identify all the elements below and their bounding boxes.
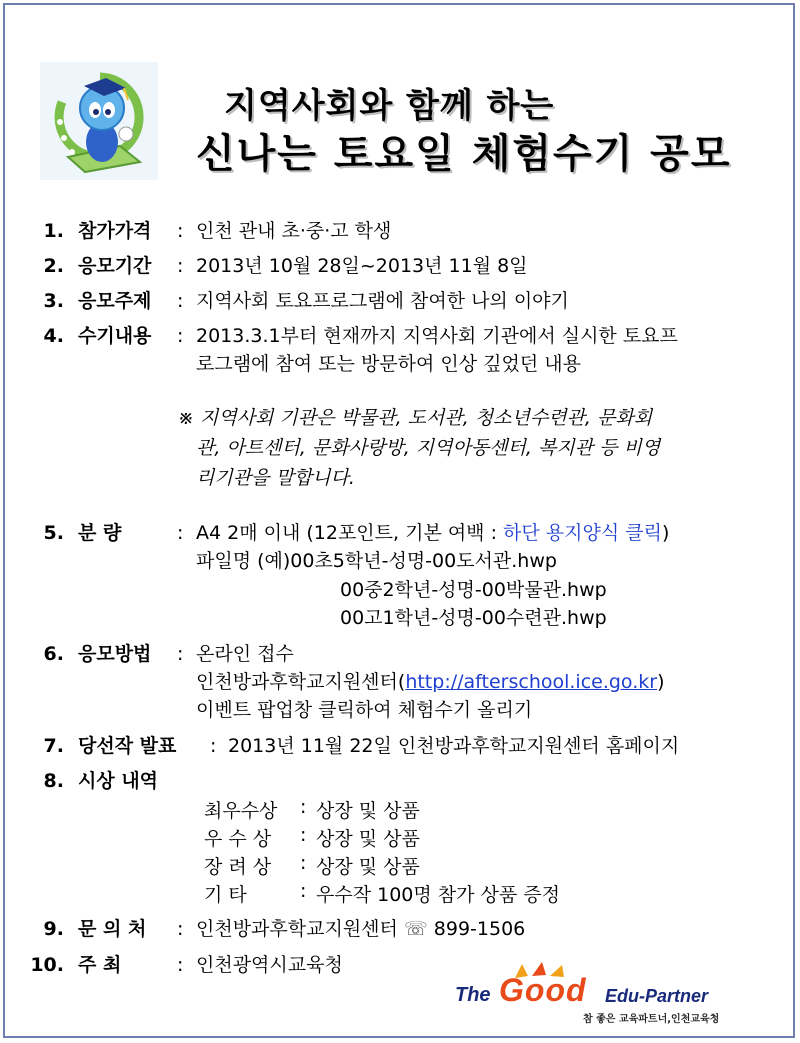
filename-text: 00중2학년-성명-00박물관.hwp: [340, 579, 607, 601]
item-label: 문 의 처: [78, 918, 147, 940]
item-value: 온라인 접수: [196, 643, 294, 665]
item-colon: :: [177, 954, 184, 976]
page-title-line1: 지역사회와 함께 하는: [224, 86, 555, 126]
logo-caption: 참 좋은 교육파트너,인천교육청: [583, 1014, 720, 1025]
prize-colon: :: [300, 796, 307, 818]
item-colon: :: [177, 643, 184, 665]
prize-name: 최우수상: [204, 800, 278, 822]
item-number: 9.: [43, 918, 64, 940]
item-label: 수기내용: [78, 325, 152, 347]
prize-colon: :: [300, 824, 307, 846]
item-value: 지역사회 토요프로그램에 참여한 나의 이야기: [196, 290, 569, 312]
item-number: 2.: [43, 255, 64, 277]
item-value: 2013년 11월 22일 인천방과후학교지원센터 홈페이지: [228, 735, 680, 757]
item-value: 2013.3.1부터 현재까지 지역사회 기관에서 실시한 토요프: [196, 325, 678, 347]
item-number: 1.: [43, 220, 64, 242]
length-close: ): [661, 522, 670, 544]
page-title-line2: 신나는 토요일 체험수기 공모: [196, 131, 732, 177]
prize-name: 장 려 상: [204, 856, 272, 878]
item-label: 주 최: [78, 954, 122, 976]
item-value-2: 로그램에 참여 또는 방문하여 인상 깊었던 내용: [196, 353, 581, 375]
note-line2: 관, 아트센터, 문화사랑방, 지역아동센터, 복지관 등 비영: [196, 437, 661, 459]
item-value: 2013년 10월 28일~2013년 11월 8일: [196, 255, 528, 277]
mascot-graduate-icon: [40, 62, 158, 180]
item-value: [196, 916, 525, 942]
contact-center: 인천방과후학교지원센터: [196, 918, 398, 940]
item-label: 시상 내역: [78, 770, 159, 792]
item-label: 응모방법: [78, 643, 152, 665]
item-value-3: 이벤트 팝업창 클릭하여 체험수기 올리기: [196, 699, 533, 721]
phone-icon: ☏: [403, 918, 428, 940]
prize-value: 상장 및 상품: [316, 828, 420, 850]
item-number: 7.: [43, 735, 64, 757]
prize-colon: :: [300, 852, 307, 874]
item-number: 10.: [30, 954, 64, 976]
good-edu-partner-logo: [455, 960, 755, 1025]
item-colon: :: [177, 522, 184, 544]
site-close: ): [657, 671, 665, 693]
prize-value: 상장 및 상품: [316, 800, 420, 822]
item-colon: :: [177, 290, 184, 312]
item-value: [196, 520, 669, 546]
length-text: A4 2매 이내 (12포인트, 기본 여백 :: [196, 522, 504, 544]
note-line1: ※ 지역사회 기관은 박물관, 도서관, 청소년수련관, 문화회: [178, 407, 653, 429]
site-name: 인천방과후학교지원센터(: [196, 671, 406, 693]
prize-colon: :: [300, 880, 307, 902]
item-colon: :: [177, 918, 184, 940]
logo-good: Good: [499, 972, 587, 1008]
item-value: 인천 관내 초·중·고 학생: [196, 220, 392, 242]
form-download-link[interactable]: 하단 용지양식 클릭: [503, 522, 662, 544]
item-number: 3.: [43, 290, 64, 312]
contact-phone: 899-1506: [433, 918, 526, 940]
item-colon: :: [177, 325, 184, 347]
afterschool-link[interactable]: http://afterschool.ice.go.kr: [405, 671, 658, 693]
item-colon: :: [177, 220, 184, 242]
item-label: 참가가격: [78, 220, 152, 242]
item-value: 인천광역시교육청: [196, 954, 343, 976]
logo-brand: Edu-Partner: [605, 986, 709, 1006]
item-colon: :: [177, 255, 184, 277]
note-line3: 리기관을 말합니다.: [196, 467, 355, 489]
item-label: 응모기간: [78, 255, 152, 277]
item-colon: :: [210, 735, 217, 757]
item-label: 당선작 발표: [78, 735, 177, 757]
item-number: 8.: [43, 770, 64, 792]
filename-text: 00고1학년-성명-00수련관.hwp: [340, 607, 607, 629]
item-number: 5.: [43, 522, 64, 544]
item-label: 분 량: [78, 522, 122, 544]
prize-value: 상장 및 상품: [316, 856, 420, 878]
prize-value: 우수작 100명 참가 상품 증정: [316, 884, 560, 906]
prize-name: 기 타: [204, 884, 247, 906]
item-number: 4.: [43, 325, 64, 347]
item-label: 응모주제: [78, 290, 152, 312]
filename-text: 파일명 (예)00초5학년-성명-00도서관.hwp: [196, 550, 557, 572]
logo-the: The: [455, 984, 491, 1006]
item-value-2: [196, 669, 665, 695]
prize-name: 우 수 상: [204, 828, 272, 850]
item-number: 6.: [43, 643, 64, 665]
